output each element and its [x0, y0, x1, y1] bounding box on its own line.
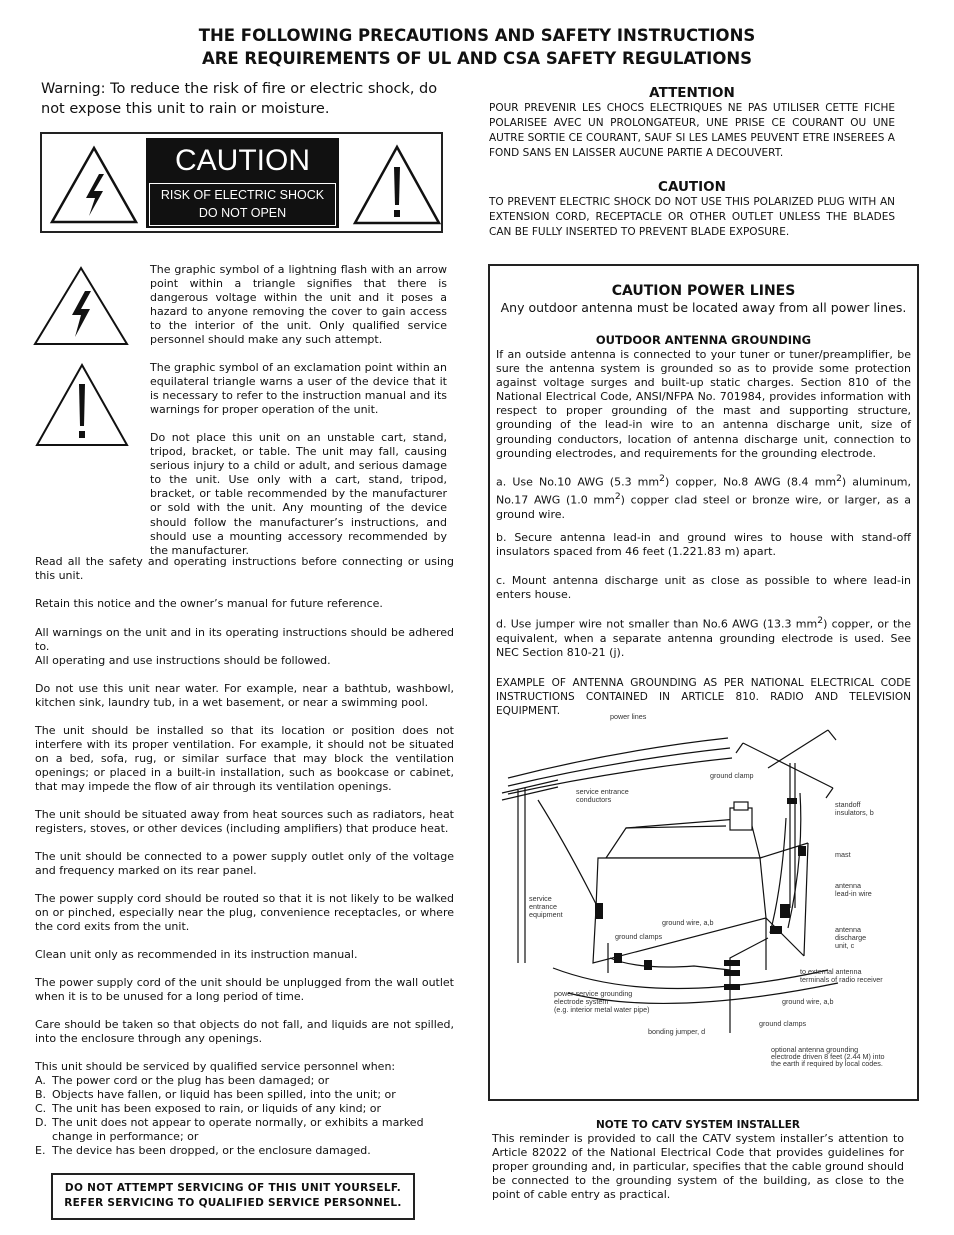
risk-of-shock-text: RISK OF ELECTRIC SHOCK: [160, 188, 325, 202]
label-service-equip-1: service: [529, 894, 552, 903]
catv-heading: NOTE TO CATV SYSTEM INSTALLER: [596, 1119, 800, 1131]
grounding-heading: OUTDOOR ANTENNA GROUNDING: [595, 333, 812, 347]
label-ground-wire-1: ground wire, a,b: [662, 918, 714, 927]
label-power-lines: power lines: [610, 712, 647, 721]
label-leadin-2: lead-in wire: [835, 889, 872, 898]
list-item: D. The unit does not appear to operate normally, or exhibits a marked change in performance; or: [35, 1116, 424, 1144]
caution-word: CAUTION: [175, 144, 310, 177]
paragraph-instructions-followed: All operating and use instructions should be followed.: [35, 654, 331, 667]
paragraph-retain-notice: Retain this notice and the owner’s manual for future reference.: [35, 597, 383, 610]
paragraph-read-instructions: Read all the safety and operating instructions before connecting or using this unit.: [35, 555, 454, 583]
lightning-symbol-icon: [32, 265, 130, 347]
lightning-triangle-icon: [48, 144, 140, 226]
title-line-1: THE FOLLOWING PRECAUTIONS AND SAFETY INSTRUCTIONS: [198, 26, 756, 45]
attention-heading: ATTENTION: [649, 85, 735, 101]
label-ground-clamps-2: ground clamps: [759, 1019, 807, 1028]
do-not-open-text: DO NOT OPEN: [198, 206, 287, 220]
grounding-text: If an outside antenna is connected to your tuner or tuner/preamplifier, be sure the antenna system is grounded so as to provide some protection against voltage surges and built-up static charges. Section 810 of the National Electrical Code, ANSI/NFPA No. 701984, provides information with respect to proper grounding of the mast and supporting structure, grounding of the lead-in wire to an antenna discharge unit, size of grounding conductors, location of antenna discharge unit, connection to grounding electrodes, and requirements for the grounding electrode.: [496, 348, 911, 460]
label-optional-2: electrode driven 8 feet (2.44 M) into: [771, 1052, 885, 1061]
list-item: E. The device has been dropped, or the enclosure damaged.: [35, 1144, 371, 1158]
title-line-2: ARE REQUIREMENTS OF UL AND CSA SAFETY REGULATIONS: [201, 49, 753, 68]
page-title: [0, 24, 954, 70]
caution-plug-heading: CAUTION: [658, 179, 726, 195]
list-item: A. The power cord or the plug has been damaged; or: [35, 1074, 330, 1087]
do-not-service-line-2: REFER SERVICING TO QUALIFIED SERVICE PERSONNEL.: [64, 1197, 402, 1209]
label-optional-3: the earth if required by local codes.: [771, 1059, 883, 1068]
paragraph-unplug: The power supply cord of the unit should be unplugged from the wall outlet when it is to be unused for a long period of time.: [35, 976, 454, 1004]
label-to-external-2: terminals of radio receiver: [800, 975, 883, 984]
label-mast: mast: [835, 850, 851, 859]
paragraph-water: Do not use this unit near water. For example, near a bathtub, washbowl, kitchen sink, laundry tub, in a wet basement, or near a swimming pool.: [35, 682, 454, 710]
label-standoff-2: insulators, b: [835, 808, 874, 817]
warning-text: Warning: To reduce the risk of fire or electric shock, do not expose this unit to rain or moisture.: [41, 81, 438, 117]
label-discharge-3: unit, c: [835, 941, 855, 950]
paragraph-clean: Clean unit only as recommended in its instruction manual.: [35, 948, 358, 961]
item-b-text: b. Secure antenna lead-in and ground wires to house with stand-off insulators spaced from 46 feet (1.221.83 m) apart.: [496, 531, 911, 559]
paragraph-power-supply: The unit should be connected to a power supply outlet only of the voltage and frequency marked on its rear panel.: [35, 850, 454, 878]
exclamation-triangle-icon: [351, 143, 443, 227]
do-not-service-line-1: DO NOT ATTEMPT SERVICING OF THIS UNIT YOURSELF.: [64, 1182, 402, 1194]
exclamation-symbol-icon: [34, 362, 130, 448]
label-ground-clamp: ground clamp: [710, 771, 754, 780]
label-leadin-1: antenna: [835, 881, 861, 890]
label-optional-1: optional antenna grounding: [771, 1045, 859, 1054]
catv-text: This reminder is provided to call the CATV system installer’s attention to Article 82022 of the National Electrical Code that provides guidelines for proper grounding and, in particular, specifies that the cable ground should be connected to the grounding system of the building, as close to the point of cable entry as practical.: [492, 1132, 904, 1202]
exclamation-symbol-text: The graphic symbol of an exclamation point within an equilateral triangle warns a user of the device that it is necessary to refer to the instruction manual and its warnings for proper operation of the unit.: [150, 361, 447, 417]
cart-warning-text: Do not place this unit on an unstable cart, stand, tripod, bracket, or table. The unit may fall, causing serious injury to a child or adult, and serious damage to the unit. Use only with a cart, stand, tripod, bracket, or table recommended by the manufacturer or sold with the unit. Any mounting of the device should follow the manufacturer’s instructions, and should use a mounting accessory recommended by the manufacturer.: [150, 431, 447, 557]
label-to-external-1: to external antenna: [800, 967, 862, 976]
label-power-service-1: power service grounding: [554, 989, 633, 998]
item-a-text: a. Use No.10 AWG (5.3 $mm^2$) copper, No.8 AWG (8.4 $mm^2$) aluminum, No.17 AWG (1.0 $mm^2$) copper clad steel or bronze wire, or larger, as a ground wire.: [496, 473, 911, 521]
label-service-equip-3: equipment: [529, 910, 563, 919]
service-conditions-list: [35, 1074, 454, 1159]
label-service-equip-2: entrance: [529, 902, 557, 911]
list-item: C. The unit has been exposed to rain, or liquids of any kind; or: [35, 1102, 382, 1116]
label-discharge-1: antenna: [835, 925, 861, 934]
item-c-text: c. Mount antenna discharge unit as close as possible to where lead-in enters house.: [496, 574, 911, 602]
power-lines-text: Any outdoor antenna must be located away from all power lines.: [500, 300, 907, 315]
list-item: B. Objects have fallen, or liquid has been spilled, into the unit; or: [35, 1088, 396, 1102]
paragraph-power-cord: The power supply cord should be routed so that it is not likely to be walked on or pinched, especially near the plug, convenience receptacles, or where the cord exits from the unit.: [35, 892, 454, 934]
paragraph-service-when: This unit should be serviced by qualified service personnel when:: [35, 1060, 396, 1073]
example-text: EXAMPLE OF ANTENNA GROUNDING AS PER NATIONAL ELECTRICAL CODE INSTRUCTIONS CONTAINED IN ARTICLE 810. RADIO AND TELEVISION EQUIPMENT.: [496, 677, 911, 718]
label-service-entrance-1: service entrance: [576, 787, 629, 796]
label-power-service-3: (e.g. interior metal water pipe): [554, 1005, 650, 1014]
label-ground-wire-2: ground wire, a,b: [782, 997, 834, 1006]
paragraph-ventilation: The unit should be installed so that its location or position does not interfere with its proper ventilation. For example, it should not be situated on a bed, sofa, rug, or similar surface that may block the ventilation openings; or placed in a built-in installation, such as bookcase or cabinet, that may impede the flow of air through its ventilation openings.: [35, 724, 454, 794]
lightning-symbol-text: The graphic symbol of a lightning flash with an arrow point within a triangle signifies that there is dangerous voltage within the unit and it poses a hazard to anyone removing the cover to gain access to the interior of the unit. Only qualified service personnel should make any such attempt.: [150, 263, 447, 347]
label-ground-clamps-1: ground clamps: [615, 932, 663, 941]
label-standoff-1: standoff: [835, 800, 861, 809]
power-lines-heading: CAUTION POWER LINES: [611, 283, 796, 299]
paragraph-warnings-adhered: All warnings on the unit and in its operating instructions should be adhered to.: [35, 626, 454, 654]
caution-plug-text: TO PREVENT ELECTRIC SHOCK DO NOT USE THIS POLARIZED PLUG WITH AN EXTENSION CORD, RECEPTACLE OR OTHER OUTLET UNLESS THE BLADES CAN BE FULLY INSERTED TO PREVENT BLADE EXPOSURE.: [489, 196, 895, 239]
attention-text: POUR PREVENIR LES CHOCS ELECTRIQUES NE PAS UTILISER CETTE FICHE POLARISEE AVEC UN PROLONGATEUR, UNE PRISE CE COURANT OU UNE AUTRE SORTIE CE COURANT, SAUF SI LES LAMES PEUVENT ETRE INSEREES A FOND SANS EN LAISSER AUCUNE PARTIE A DECOUVERT.: [489, 102, 895, 160]
antenna-grounding-diagram: [498, 708, 910, 1096]
item-d-text: d. Use jumper wire not smaller than No.6 AWG (13.3 $mm^2$) copper, or the equivalent, when a separate antenna grounding electrode is used. See NEC Section 810-21 (j).: [496, 615, 911, 659]
label-bonding-jumper: bonding jumper, d: [648, 1027, 706, 1036]
label-power-service-2: electrode system: [554, 997, 609, 1006]
paragraph-objects-liquids: Care should be taken so that objects do not fall, and liquids are not spilled, into the enclosure through any openings.: [35, 1018, 454, 1046]
label-discharge-2: discharge: [835, 933, 867, 942]
paragraph-heat: The unit should be situated away from heat sources such as radiators, heat registers, stoves, or other devices (including amplifiers) that produce heat.: [35, 808, 454, 836]
label-service-entrance-2: conductors: [576, 795, 612, 804]
